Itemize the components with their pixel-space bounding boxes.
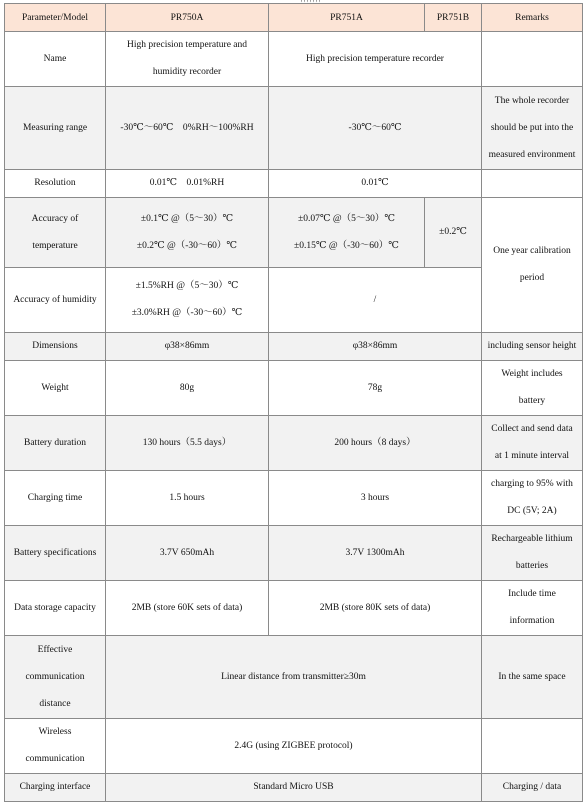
comm-distance-label: Effective communication distance xyxy=(5,636,106,719)
header-pr751a: PR751A xyxy=(269,4,425,32)
weight-pr751: 78g xyxy=(269,361,482,416)
row-battery-duration xyxy=(5,416,583,471)
dimensions-remark: including sensor height xyxy=(482,333,583,361)
charging-time-remark: charging to 95% with DC (5V; 2A) xyxy=(482,471,583,526)
wireless-label: Wireless communication xyxy=(5,719,106,774)
row-battery-specifications xyxy=(5,526,583,581)
row-data-storage xyxy=(5,581,583,636)
charging-iface-value: Standard Micro USB xyxy=(106,774,482,802)
acc-temp-pr751b: ±0.2℃ xyxy=(425,198,482,268)
header-parameter: Parameter/Model xyxy=(5,4,106,32)
header-pr750a: PR750A xyxy=(106,4,269,32)
charging-iface-remark: Charging / data xyxy=(482,774,583,802)
acc-temp-pr750a: ±0.1℃ @（5～30）℃ ±0.2℃ @（-30～60）℃ xyxy=(106,198,269,268)
acc-temp-label: Accuracy of temperature xyxy=(5,198,106,268)
acc-hum-pr750a: ±1.5%RH @（5～30）℃ ±3.0%RH @（-30～60）℃ xyxy=(106,268,269,333)
range-pr751: -30℃～60℃ xyxy=(269,87,482,170)
battery-spec-pr751: 3.7V 1300mAh xyxy=(269,526,482,581)
resolution-remark xyxy=(482,170,583,198)
row-charging-interface xyxy=(5,774,583,802)
battery-duration-pr750a: 130 hours（5.5 days） xyxy=(106,416,269,471)
battery-spec-pr750a: 3.7V 650mAh xyxy=(106,526,269,581)
name-pr750a: High precision temperature and humidity recorder xyxy=(106,32,269,87)
header-pr751b: PR751B xyxy=(425,4,482,32)
name-pr751: High precision temperature recorder xyxy=(269,32,482,87)
range-remark: The whole recorder should be put into the measured environment xyxy=(482,87,583,170)
comm-distance-value: Linear distance from transmitter≥30m xyxy=(106,636,482,719)
comm-distance-remark: In the same space xyxy=(482,636,583,719)
battery-duration-label: Battery duration xyxy=(5,416,106,471)
row-name xyxy=(5,32,583,87)
resolution-pr751: 0.01℃ xyxy=(269,170,482,198)
resolution-pr750a: 0.01℃ 0.01%RH xyxy=(106,170,269,198)
charging-time-label: Charging time xyxy=(5,471,106,526)
header-row xyxy=(5,4,583,32)
battery-duration-remark: Collect and send data at 1 minute interval xyxy=(482,416,583,471)
row-communication-distance xyxy=(5,636,583,719)
accuracy-remark: One year calibration period xyxy=(482,198,583,333)
weight-label: Weight xyxy=(5,361,106,416)
header-remarks: Remarks xyxy=(482,4,583,32)
charging-iface-label: Charging interface xyxy=(5,774,106,802)
battery-spec-remark: Rechargeable lithium batteries xyxy=(482,526,583,581)
storage-label: Data storage capacity xyxy=(5,581,106,636)
storage-pr751: 2MB (store 80K sets of data) xyxy=(269,581,482,636)
row-wireless-communication xyxy=(5,719,583,774)
wireless-remark xyxy=(482,719,583,774)
range-pr750a: -30℃～60℃ 0%RH～100%RH xyxy=(106,87,269,170)
battery-spec-label: Battery specifications xyxy=(5,526,106,581)
range-label: Measuring range xyxy=(5,87,106,170)
acc-hum-pr751: / xyxy=(269,268,482,333)
acc-hum-label: Accuracy of humidity xyxy=(5,268,106,333)
battery-duration-pr751: 200 hours（8 days） xyxy=(269,416,482,471)
row-accuracy-temperature xyxy=(5,198,583,268)
row-dimensions xyxy=(5,333,583,361)
acc-temp-pr751a: ±0.07℃ @（5～30）℃ ±0.15℃ @（-30～60）℃ xyxy=(269,198,425,268)
storage-remark: Include time information xyxy=(482,581,583,636)
weight-pr750a: 80g xyxy=(106,361,269,416)
row-charging-time xyxy=(5,471,583,526)
name-remark xyxy=(482,32,583,87)
resolution-label: Resolution xyxy=(5,170,106,198)
spec-table xyxy=(4,3,583,802)
row-measuring-range xyxy=(5,87,583,170)
charging-time-pr751: 3 hours xyxy=(269,471,482,526)
dimensions-label: Dimensions xyxy=(5,333,106,361)
row-weight xyxy=(5,361,583,416)
weight-remark: Weight includes battery xyxy=(482,361,583,416)
dimensions-pr750a: φ38×86mm xyxy=(106,333,269,361)
wireless-value: 2.4G (using ZIGBEE protocol) xyxy=(106,719,482,774)
dimensions-pr751: φ38×86mm xyxy=(269,333,482,361)
name-label: Name xyxy=(5,32,106,87)
charging-time-pr750a: 1.5 hours xyxy=(106,471,269,526)
row-resolution xyxy=(5,170,583,198)
storage-pr750a: 2MB (store 60K sets of data) xyxy=(106,581,269,636)
